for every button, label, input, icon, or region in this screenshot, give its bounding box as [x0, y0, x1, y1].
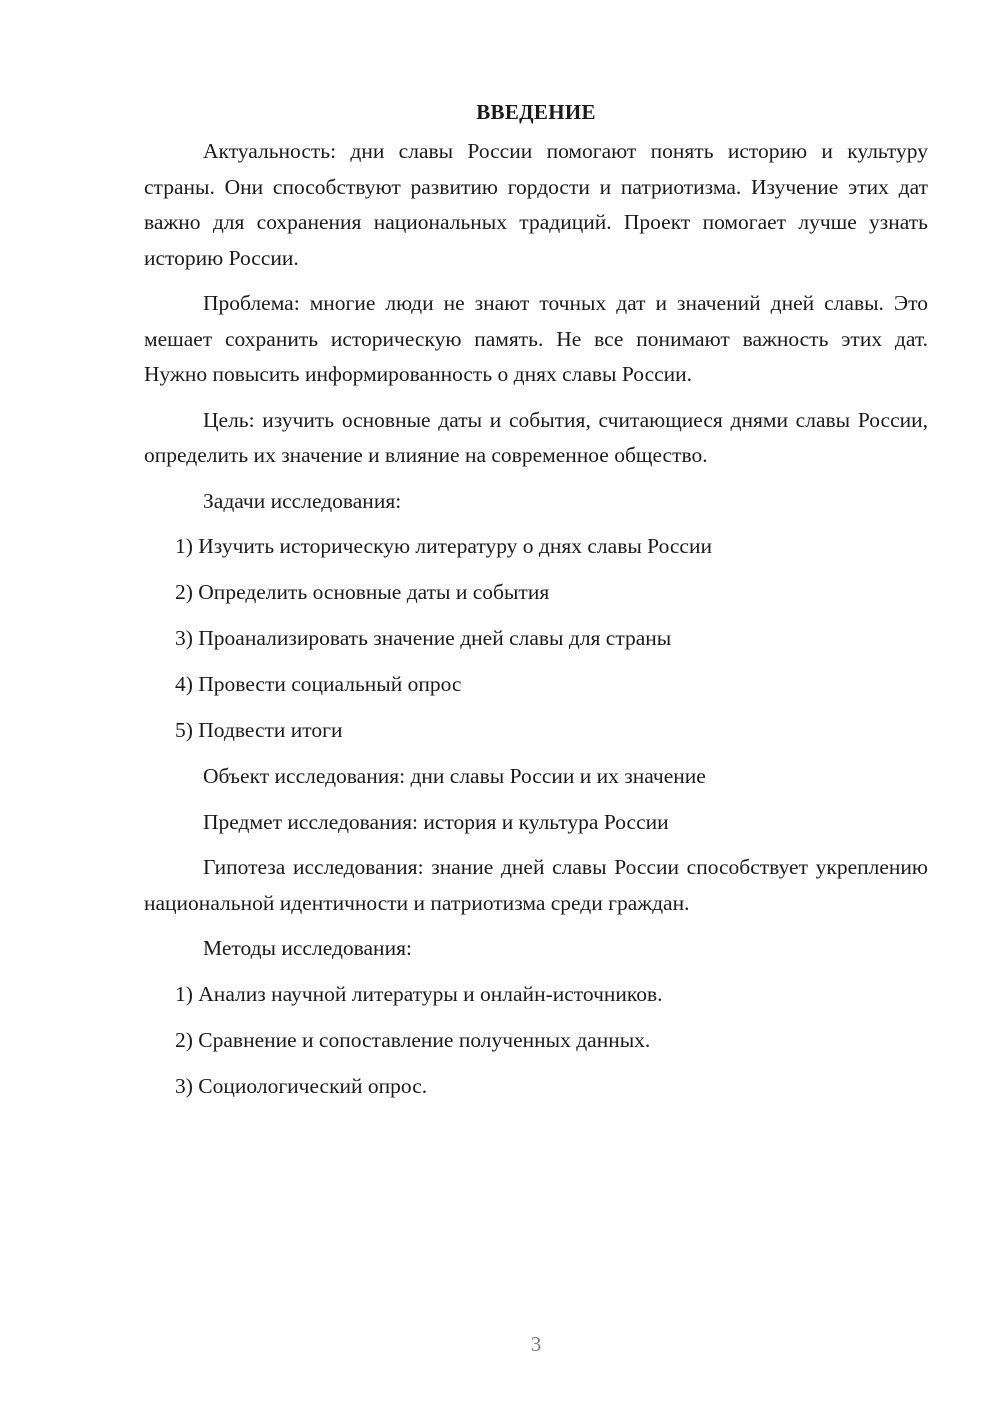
- methods-list: [144, 977, 928, 1105]
- page-title: ВВЕДЕНИЕ: [476, 100, 596, 124]
- method-item-3: 3) Социологический опрос.: [175, 1073, 428, 1098]
- task-item-4: 4) Провести социальный опрос: [175, 672, 462, 696]
- tasks-list: [144, 529, 928, 749]
- subject-line: Предмет исследования: история и культура России: [203, 809, 669, 834]
- methods-heading: Методы исследования:: [203, 936, 412, 960]
- goal-paragraph: Цель: изучить основные даты и события, считающиеся днями славы России, определить их значение и влияние на современное общество.: [144, 407, 928, 467]
- task-item-1: 1) Изучить историческую литературу о днях славы России: [175, 534, 712, 558]
- object-line: Объект исследования: дни славы России и их значение: [203, 764, 706, 788]
- method-item-2: 2) Сравнение и сопоставление полученных данных.: [175, 1027, 651, 1052]
- relevance-paragraph: Актуальность: дни славы России помогают понять историю и культуру страны. Они способствуют развитию гордости и патриотизма. Изучение этих дат важно для сохранения национальных традиций. Проект помогает лучше узнать историю России.: [144, 139, 928, 270]
- problem-paragraph: Проблема: многие люди не знают точных дат и значений дней славы. Это мешает сохранить историческую память. Не все понимают важность этих дат. Нужно повысить информированность о днях славы России.: [144, 291, 928, 386]
- page-content: [144, 95, 928, 1115]
- task-item-3: 3) Проанализировать значение дней славы для страны: [175, 626, 672, 650]
- task-item-5: 5) Подвести итоги: [175, 718, 343, 742]
- method-item-1: 1) Анализ научной литературы и онлайн-источников.: [175, 981, 663, 1006]
- tasks-heading: Задачи исследования:: [203, 488, 402, 513]
- page-number: 3: [530, 1332, 542, 1356]
- task-item-2: 2) Определить основные даты и события: [175, 580, 550, 604]
- hypothesis-paragraph: Гипотеза исследования: знание дней славы России способствует укреплению национальной идентичности и патриотизма среди граждан.: [144, 855, 928, 915]
